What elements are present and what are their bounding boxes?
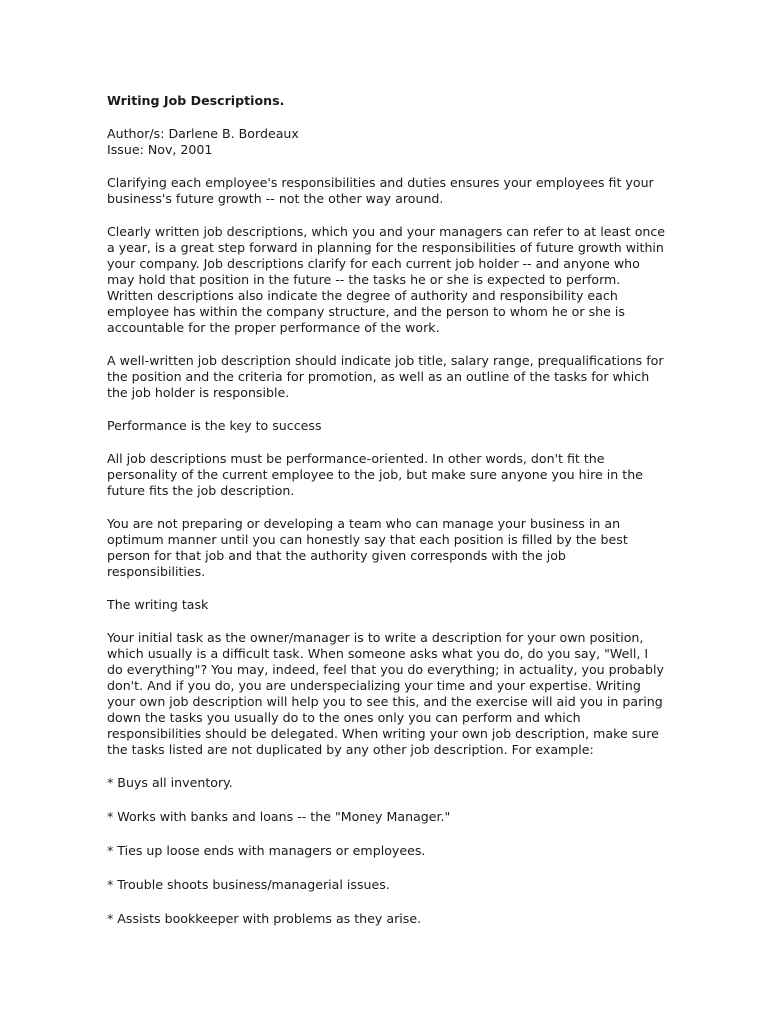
paragraph-written-descriptions: Clearly written job descriptions, which you and your managers can refer to at least once a year, is a great step forward in planning for the responsibilities of future growth within your company. Job descriptions clarify for each current job holder -- and anyone who may hold that position in the future -- the tasks he or she is expected to perform. Written descriptions also indicate the degree of authority and responsibility each employee has within the company structure, and the person to whom he or she is accountable for the proper performance of the work. (107, 224, 666, 335)
list-item: * Works with banks and loans -- the "Money Manager." (107, 809, 451, 824)
list-item: * Ties up loose ends with managers or employees. (107, 843, 426, 858)
paragraph-well-written: A well-written job description should indicate job title, salary range, prequalifications for the position and the criteria for promotion, as well as an outline of the tasks for which the job holder is responsible. (107, 353, 664, 400)
section-heading-performance: Performance is the key to success (107, 418, 322, 433)
section-heading-writing-task: The writing task (107, 597, 209, 612)
document-meta (107, 126, 667, 158)
paragraph-performance-oriented: All job descriptions must be performance-oriented. In other words, don't fit the personality of the current employee to the job, but make sure anyone you hire in the future fits the job description. (107, 451, 643, 498)
paragraph-initial-task: Your initial task as the owner/manager is to write a description for your own position, which usually is a difficult task. When someone asks what you do, do you say, "Well, I do everything"? You may, indeed, feel that you do everything; in actuality, you probably don't. And if you do, you are underspecializing your time and your expertise. Writing your own job description will help you to see this, and the exercise will aid you in paring down the tasks you usually do to the ones only you can perform and which responsibilities should be delegated. When writing your own job description, make sure the tasks listed are not duplicated by any other job description. For example: (107, 630, 664, 757)
list-item: * Assists bookkeeper with problems as they arise. (107, 911, 422, 926)
author-line: Author/s: Darlene B. Bordeaux (107, 126, 299, 141)
issue-line: Issue: Nov, 2001 (107, 142, 213, 157)
document-page (107, 93, 667, 945)
example-task-list (107, 775, 667, 927)
list-item: * Buys all inventory. (107, 775, 233, 790)
paragraph-team: You are not preparing or developing a team who can manage your business in an optimum manner until you can honestly say that each position is filled by the best person for that job and that the authority given corresponds with the job responsibilities. (107, 516, 628, 579)
document-title: Writing Job Descriptions. (107, 93, 285, 108)
list-item: * Trouble shoots business/managerial issues. (107, 877, 390, 892)
paragraph-intro: Clarifying each employee's responsibilities and duties ensures your employees fit your business's future growth -- not the other way around. (107, 175, 654, 206)
